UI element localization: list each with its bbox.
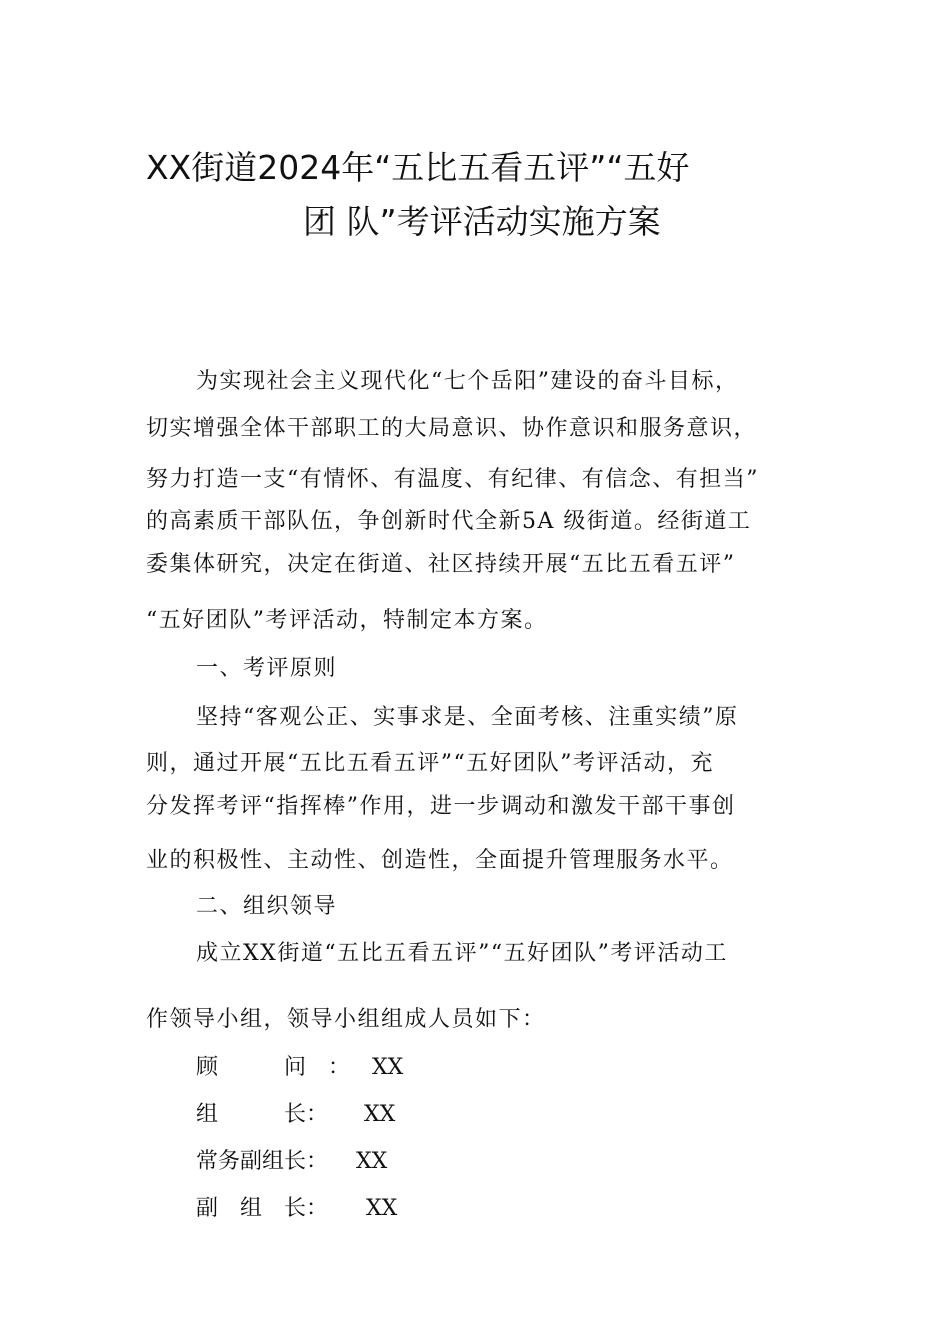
member-name: XX	[372, 1055, 404, 1080]
paragraph-line: 坚持“客观公正、实事求是、全面考核、注重实绩”原	[196, 705, 739, 730]
member-role: 顾 问 ：	[196, 1055, 351, 1080]
document-title-line-1: XX街道2024年“五比五看五评”“五好	[146, 148, 690, 187]
member-row-leader	[196, 1100, 396, 1130]
member-role: 副 组 长：	[196, 1196, 329, 1221]
document-title-line-2: 团 队”考评活动实施方案	[303, 202, 661, 241]
member-row-executive-deputy	[196, 1147, 388, 1177]
member-row-deputy-leader	[196, 1194, 398, 1224]
paragraph-line: 分发挥考评“指挥棒”作用，进一步调动和激发干部干事创	[146, 794, 736, 819]
paragraph-line: “五好团队”考评活动，特制定本方案。	[146, 608, 548, 633]
paragraph-line: 成立XX街道“五比五看五评”“五好团队”考评活动工	[196, 941, 728, 966]
paragraph-line: 努力打造一支“有情怀、有温度、有纪律、有信念、有担当”	[146, 467, 759, 492]
paragraph-line: 为实现社会主义现代化“七个岳阳”建设的奋斗目标，	[196, 369, 739, 394]
paragraph-line: 则，通过开展“五比五看五评”“五好团队”考评活动，充	[146, 751, 714, 776]
paragraph-line: 业的积极性、主动性、创造性，全面提升管理服务水平。	[146, 848, 734, 873]
member-row-advisor	[196, 1053, 404, 1083]
paragraph-line: 作领导小组，领导小组组成人员如下：	[146, 1007, 546, 1032]
paragraph-line: 委集体研究，决定在街道、社区持续开展“五比五看五评”	[146, 552, 736, 577]
paragraph-line: 的高素质干部队伍，争创新时代全新5A 级街道。经街道工	[146, 509, 752, 534]
member-name: XX	[364, 1102, 396, 1127]
member-name: XX	[356, 1149, 388, 1174]
paragraph-line: 切实增强全体干部职工的大局意识、协作意识和服务意识，	[146, 416, 758, 441]
member-role: 组 长：	[196, 1102, 329, 1127]
member-name: XX	[366, 1196, 398, 1221]
section-heading-principles: 一、考评原则	[196, 656, 338, 681]
section-heading-leadership: 二、组织领导	[196, 894, 338, 919]
member-role: 常务副组长：	[196, 1149, 329, 1174]
